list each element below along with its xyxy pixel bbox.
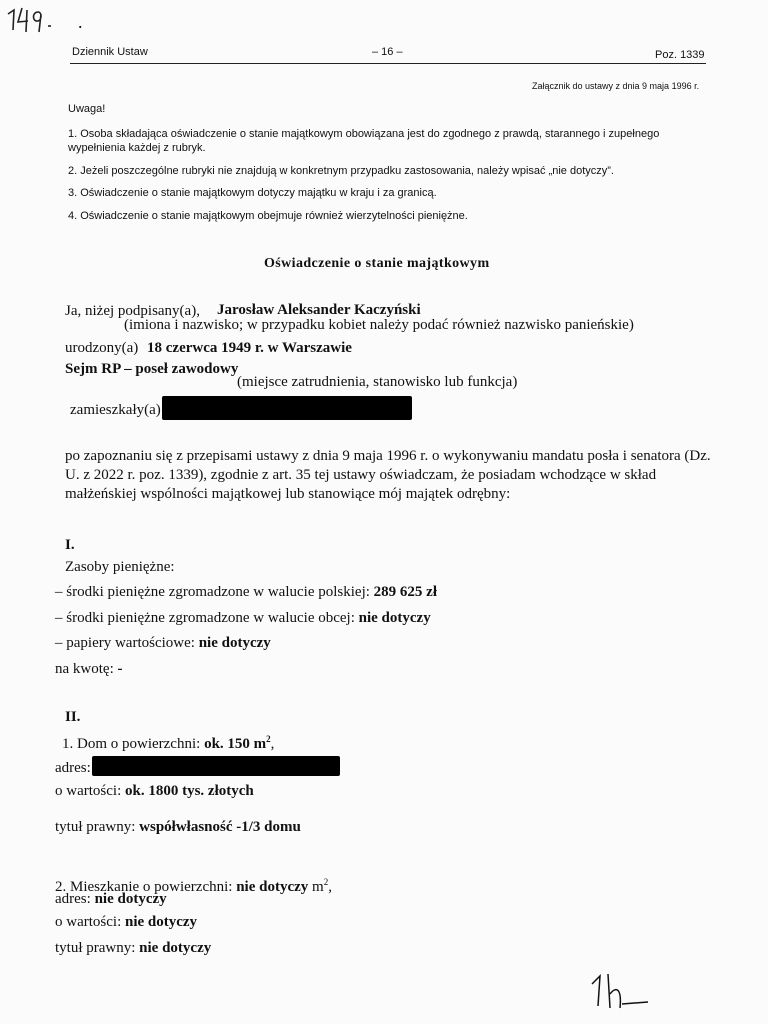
flat-title: nie dotyczy [139, 940, 212, 956]
flat-area: nie dotyczy [236, 879, 309, 895]
flat-address-row [55, 891, 167, 908]
section-1-label: Zasoby pieniężne: [65, 559, 175, 575]
flat-value-label: o wartości: [55, 914, 122, 930]
position-number: Poz. 1339 [655, 49, 705, 61]
flat-area-sup: 2 [323, 877, 329, 887]
amount-value: - [117, 661, 123, 677]
flat-area-unit: m [308, 879, 324, 895]
house-value-label: o wartości: [55, 783, 122, 799]
securities-label: – papiery wartościowe: [55, 635, 195, 651]
securities-row [55, 635, 271, 652]
journal-name: Dziennik Ustaw [72, 46, 148, 58]
document-title: Oświadczenie o stanie majątkowym [264, 256, 490, 271]
intro-text: Ja, niżej podpisany(a), [65, 303, 200, 319]
flat-title-row [55, 940, 211, 957]
workplace-value: Sejm RP – poseł zawodowy [65, 361, 239, 377]
pln-funds-row [55, 584, 437, 601]
house-address-label: adres: [55, 760, 91, 776]
house-label: 1. Dom o powierzchni: [62, 736, 201, 752]
amount-row [55, 661, 122, 678]
workplace-hint: (miejsce zatrudnienia, stanowisko lub funkcja) [237, 374, 518, 390]
flat-title-label: tytuł prawny: [55, 940, 136, 956]
header-rule [70, 63, 706, 64]
note-item-3: 3. Oświadczenie o stanie majątkowym dotyczy majątku w kraju i za granicą. [68, 187, 437, 199]
foreign-funds-label: – środki pieniężne zgromadzone w walucie obcej: [55, 610, 355, 626]
section-1-heading: I. [65, 537, 75, 553]
house-title-row [55, 819, 301, 836]
residence-redaction [162, 396, 412, 420]
name-hint: (imiona i nazwisko; w przypadku kobiet należy podać również nazwisko panieńskie) [124, 317, 634, 333]
house-address-redaction [92, 756, 340, 776]
notes-title: Uwaga! [68, 103, 106, 115]
foreign-funds-row [55, 610, 431, 627]
born-value: 18 czerwca 1949 r. w Warszawie [147, 340, 352, 356]
flat-address-label: adres: [55, 891, 91, 907]
house-value-row [55, 783, 254, 800]
declarant-name: Jarosław Aleksander Kaczyński [217, 302, 421, 318]
house-area: ok. 150 m [204, 736, 267, 752]
statement-text: po zapoznaniu się z przepisami ustawy z dnia 9 maja 1996 r. o wykonywaniu mandatu posła i senatora (Dz. U. z 2022 r. poz. 1339), zgodnie z art. 35 tej ustawy oświadczam, że posiadam wchodzące w skład małżeńskiej wspólności majątkowej lub stanowiące mój majątek odrębny: [65, 448, 711, 502]
page-number: – 16 – [372, 46, 403, 58]
house-area-suffix: , [270, 736, 275, 752]
born-label: urodzony(a) [65, 340, 139, 356]
securities-value: nie dotyczy [198, 635, 271, 651]
residence-label: zamieszkały(a) [70, 402, 161, 418]
foreign-funds-value: nie dotyczy [358, 610, 431, 626]
note-item-1: 1. Osoba składająca oświadczenie o stanie majątkowym obowiązana jest do zgodnego z prawdą, starannego i zupełnego wypełnienia każdej z rubryk. [68, 128, 660, 154]
house-row [62, 734, 274, 753]
pln-funds-label: – środki pieniężne zgromadzone w walucie polskiej: [55, 584, 370, 600]
pln-funds-value: 289 625 zł [373, 584, 437, 600]
flat-value-row [55, 914, 197, 931]
note-item-2: 2. Jeżeli poszczególne rubryki nie znajdują w konkretnym przypadku zastosowania, należy wpisać „nie dotyczy”. [68, 165, 614, 177]
handwritten-signature [586, 968, 656, 1012]
flat-area-suffix: , [328, 879, 332, 895]
section-2-heading: II. [65, 709, 81, 725]
attachment-note: Załącznik do ustawy z dnia 9 maja 1996 r. [532, 81, 700, 91]
house-title: współwłasność -1/3 domu [139, 819, 301, 835]
flat-value: nie dotyczy [124, 914, 198, 930]
amount-label: na kwotę: [55, 661, 114, 677]
stray-dot: . [78, 12, 83, 32]
flat-address: nie dotyczy [94, 891, 167, 907]
flat-label: 2. Mieszkanie o powierzchni: [55, 879, 233, 895]
note-item-4: 4. Oświadczenie o stanie majątkowym obejmuje również wierzytelności pieniężne. [68, 210, 468, 222]
handwritten-page-number [4, 4, 64, 36]
house-value: ok. 1800 tys. złotych [124, 783, 254, 799]
house-title-label: tytuł prawny: [55, 819, 136, 835]
house-area-sup: 2 [266, 734, 271, 744]
